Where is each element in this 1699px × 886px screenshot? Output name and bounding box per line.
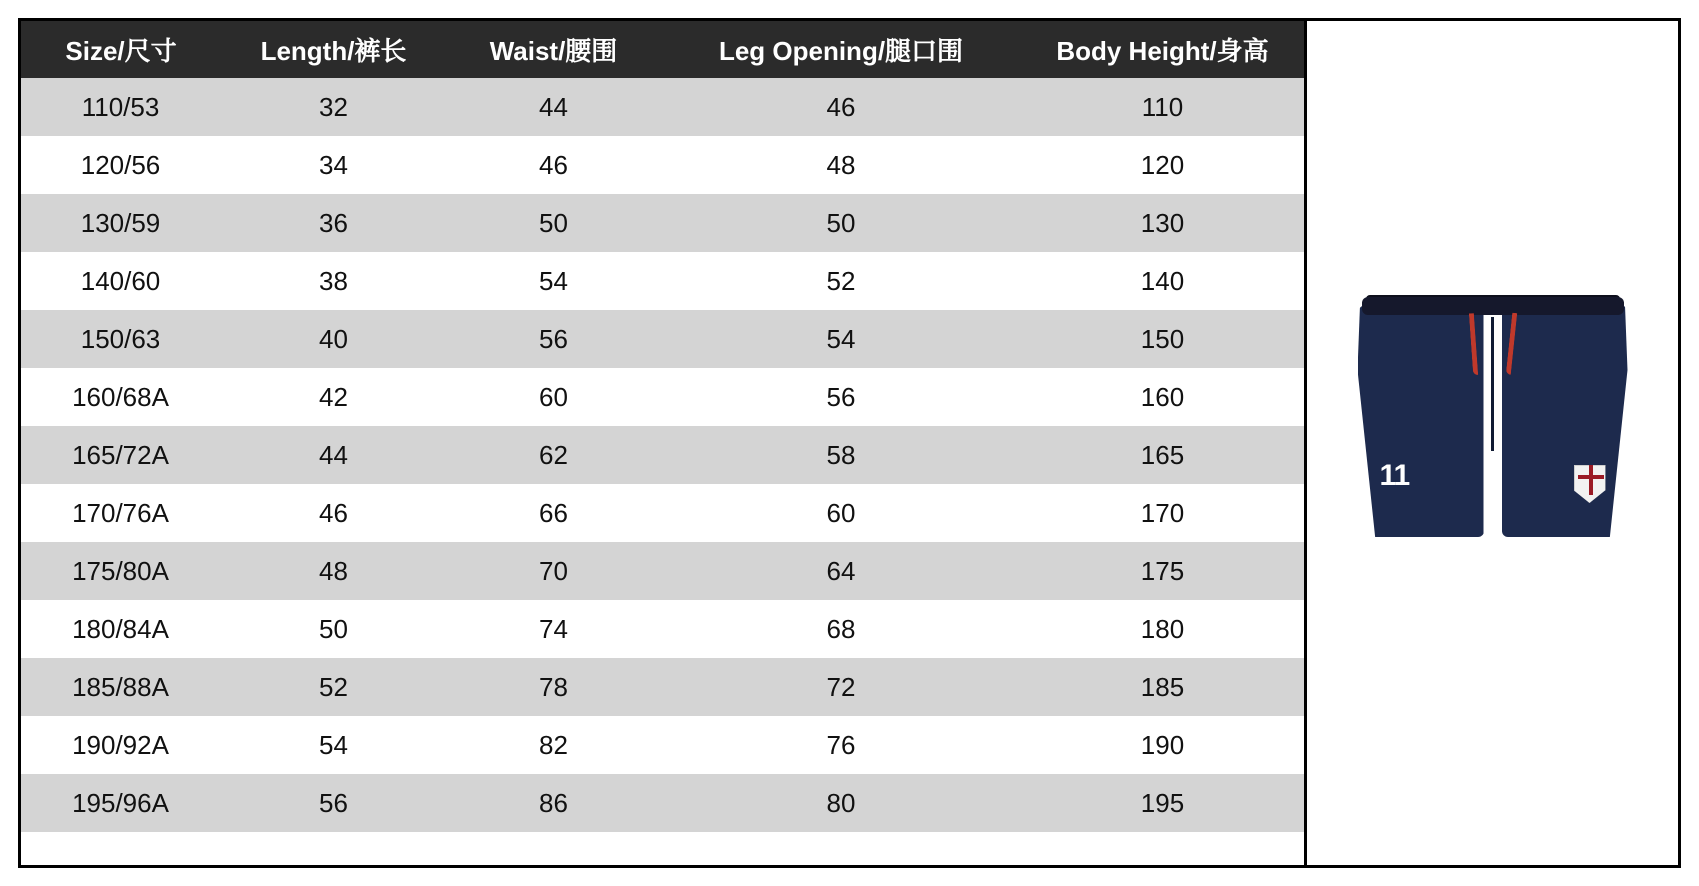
cell-body-height: 180 bbox=[1021, 600, 1304, 658]
cell-size: 185/88A bbox=[21, 658, 221, 716]
column-header-size: Size/尺寸 bbox=[21, 21, 221, 78]
size-table bbox=[21, 21, 1305, 832]
cell-body-height: 190 bbox=[1021, 716, 1304, 774]
cell-size: 160/68A bbox=[21, 368, 221, 426]
table-row bbox=[21, 716, 1304, 774]
cell-waist: 62 bbox=[446, 426, 661, 484]
cell-leg-opening: 76 bbox=[661, 716, 1021, 774]
cell-length: 34 bbox=[221, 136, 446, 194]
cell-body-height: 170 bbox=[1021, 484, 1304, 542]
cell-waist: 78 bbox=[446, 658, 661, 716]
cell-leg-opening: 60 bbox=[661, 484, 1021, 542]
cell-leg-opening: 72 bbox=[661, 658, 1021, 716]
cell-leg-opening: 58 bbox=[661, 426, 1021, 484]
cell-leg-opening: 48 bbox=[661, 136, 1021, 194]
table-row bbox=[21, 252, 1304, 310]
cell-size: 130/59 bbox=[21, 194, 221, 252]
cell-leg-opening: 64 bbox=[661, 542, 1021, 600]
shorts-right-leg bbox=[1502, 305, 1628, 537]
cell-waist: 56 bbox=[446, 310, 661, 368]
cell-length: 46 bbox=[221, 484, 446, 542]
cell-size: 110/53 bbox=[21, 78, 221, 136]
column-header-body-height: Body Height/身高 bbox=[1021, 21, 1304, 78]
cell-leg-opening: 68 bbox=[661, 600, 1021, 658]
cell-leg-opening: 46 bbox=[661, 78, 1021, 136]
cell-size: 195/96A bbox=[21, 774, 221, 832]
cell-size: 190/92A bbox=[21, 716, 221, 774]
cell-length: 42 bbox=[221, 368, 446, 426]
cell-waist: 50 bbox=[446, 194, 661, 252]
cell-size: 165/72A bbox=[21, 426, 221, 484]
cell-waist: 44 bbox=[446, 78, 661, 136]
shorts-left-leg bbox=[1358, 305, 1484, 537]
cell-body-height: 130 bbox=[1021, 194, 1304, 252]
table-row bbox=[21, 774, 1304, 832]
table-row bbox=[21, 368, 1304, 426]
table-row bbox=[21, 426, 1304, 484]
table-row bbox=[21, 136, 1304, 194]
cell-size: 170/76A bbox=[21, 484, 221, 542]
cell-size: 180/84A bbox=[21, 600, 221, 658]
cell-length: 32 bbox=[221, 78, 446, 136]
cell-waist: 70 bbox=[446, 542, 661, 600]
cell-body-height: 160 bbox=[1021, 368, 1304, 426]
table-row bbox=[21, 658, 1304, 716]
column-header-length: Length/裤长 bbox=[221, 21, 446, 78]
table-row bbox=[21, 194, 1304, 252]
cell-waist: 74 bbox=[446, 600, 661, 658]
cell-leg-opening: 50 bbox=[661, 194, 1021, 252]
product-image-pane bbox=[1307, 21, 1678, 865]
cell-body-height: 195 bbox=[1021, 774, 1304, 832]
cell-length: 38 bbox=[221, 252, 446, 310]
cell-size: 140/60 bbox=[21, 252, 221, 310]
table-row bbox=[21, 484, 1304, 542]
table-row bbox=[21, 78, 1304, 136]
cell-length: 36 bbox=[221, 194, 446, 252]
table-header-row bbox=[21, 21, 1304, 78]
cell-body-height: 110 bbox=[1021, 78, 1304, 136]
chart-frame bbox=[18, 18, 1681, 868]
cell-leg-opening: 80 bbox=[661, 774, 1021, 832]
cell-size: 150/63 bbox=[21, 310, 221, 368]
cell-waist: 60 bbox=[446, 368, 661, 426]
table-row bbox=[21, 310, 1304, 368]
crest-cross-vertical bbox=[1589, 465, 1593, 495]
cell-body-height: 175 bbox=[1021, 542, 1304, 600]
cell-body-height: 140 bbox=[1021, 252, 1304, 310]
cell-length: 56 bbox=[221, 774, 446, 832]
cell-length: 52 bbox=[221, 658, 446, 716]
cell-waist: 86 bbox=[446, 774, 661, 832]
cell-size: 175/80A bbox=[21, 542, 221, 600]
cell-waist: 82 bbox=[446, 716, 661, 774]
cell-size: 120/56 bbox=[21, 136, 221, 194]
table-row bbox=[21, 542, 1304, 600]
cell-length: 44 bbox=[221, 426, 446, 484]
crest-cross-horizontal bbox=[1578, 475, 1604, 479]
cell-body-height: 185 bbox=[1021, 658, 1304, 716]
cell-waist: 54 bbox=[446, 252, 661, 310]
cell-leg-opening: 56 bbox=[661, 368, 1021, 426]
cell-length: 48 bbox=[221, 542, 446, 600]
cell-length: 50 bbox=[221, 600, 446, 658]
cell-body-height: 120 bbox=[1021, 136, 1304, 194]
cell-waist: 66 bbox=[446, 484, 661, 542]
cell-leg-opening: 52 bbox=[661, 252, 1021, 310]
cell-body-height: 150 bbox=[1021, 310, 1304, 368]
cell-leg-opening: 54 bbox=[661, 310, 1021, 368]
column-header-leg-opening: Leg Opening/腿口围 bbox=[661, 21, 1021, 78]
column-header-waist: Waist/腰围 bbox=[446, 21, 661, 78]
cell-body-height: 165 bbox=[1021, 426, 1304, 484]
shorts-illustration-icon bbox=[1358, 283, 1628, 539]
shorts-leg-gap bbox=[1486, 451, 1499, 539]
shorts-waistband bbox=[1362, 297, 1624, 315]
cell-length: 54 bbox=[221, 716, 446, 774]
size-table-pane bbox=[21, 21, 1304, 865]
table-row bbox=[21, 600, 1304, 658]
cell-length: 40 bbox=[221, 310, 446, 368]
jersey-number: 11 bbox=[1379, 459, 1410, 492]
cell-waist: 46 bbox=[446, 136, 661, 194]
